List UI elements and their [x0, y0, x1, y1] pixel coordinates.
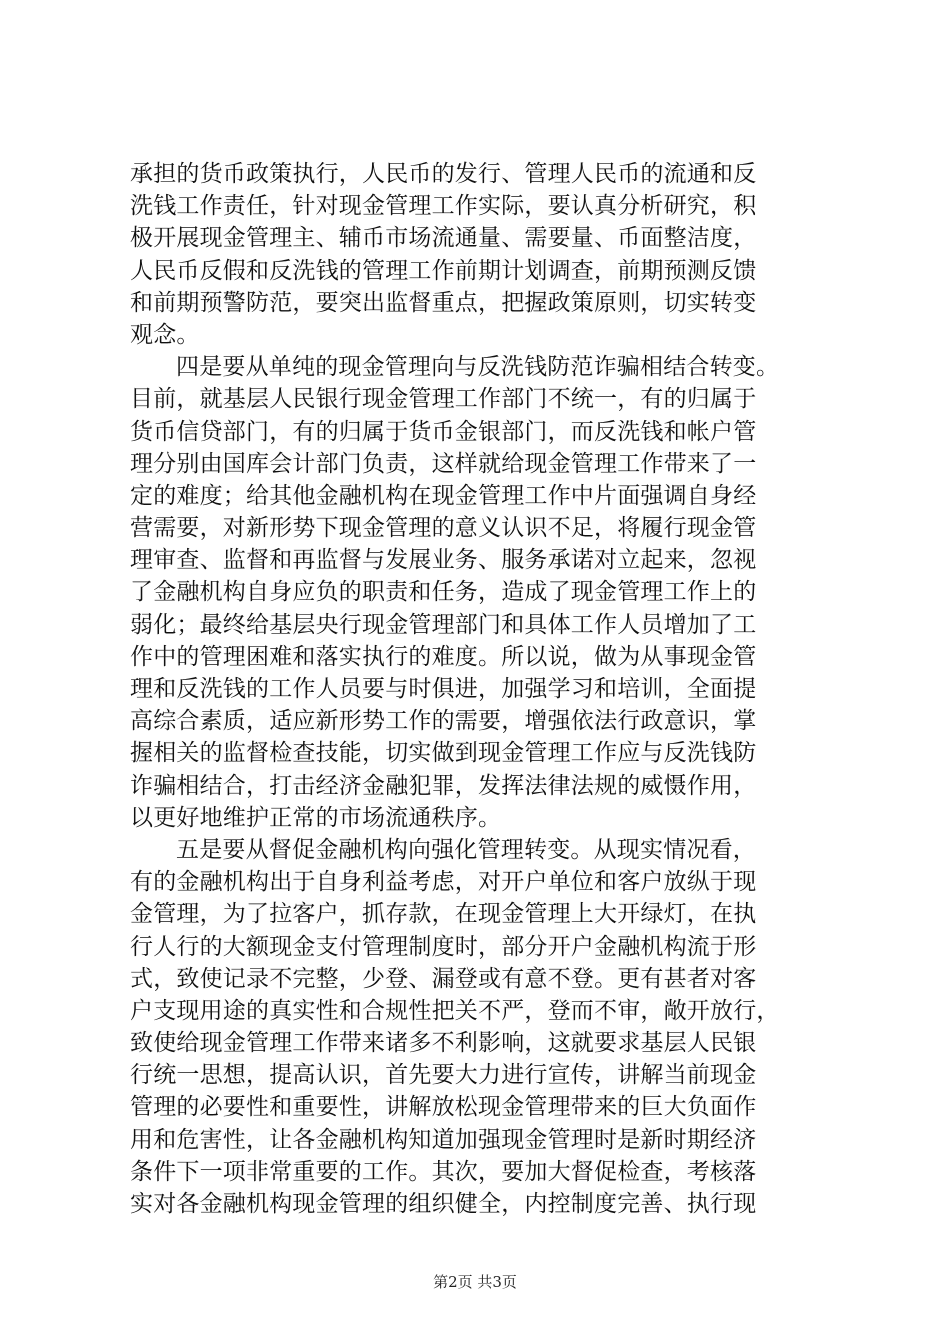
- paragraph-start-line: 四是要从单纯的现金管理向与反洗钱防范诈骗相结合转变。: [176, 354, 780, 381]
- body-line: 极开展现金管理主、辅币市场流通量、需要量、币面整洁度，: [130, 225, 757, 252]
- body-line: 以更好地维护正常的市场流通秩序。: [130, 804, 502, 831]
- body-line: 定的难度；给其他金融机构在现金管理工作中片面强调自身经: [130, 482, 757, 509]
- document-body: [130, 158, 830, 1220]
- body-line: 行统一思想，提高认识，首先要大力进行宣传，讲解当前现金: [130, 1062, 757, 1089]
- body-line: 金管理，为了拉客户，抓存款，在现金管理上大开绿灯，在执: [130, 901, 757, 928]
- body-line: 致使给现金管理工作带来诸多不利影响，这就要求基层人民银: [130, 1030, 757, 1057]
- body-line: 实对各金融机构现金管理的组织健全，内控制度完善、执行现: [130, 1191, 757, 1217]
- body-line: 户支现用途的真实性和合规性把关不严，登而不审，敞开放行，: [130, 997, 780, 1024]
- body-line: 营需要，对新形势下现金管理的意义认识不足，将履行现金管: [130, 515, 757, 542]
- body-line: 行人行的大额现金支付管理制度时，部分开户金融机构流于形: [130, 933, 757, 960]
- paragraph-start-line: 五是要从督促金融机构向强化管理转变。从现实情况看，: [176, 836, 756, 863]
- body-line: 弱化；最终给基层央行现金管理部门和具体工作人员增加了工: [130, 611, 757, 638]
- body-line: 作中的管理困难和落实执行的难度。所以说，做为从事现金管: [130, 643, 757, 670]
- body-line: 理审查、监督和再监督与发展业务、服务承诺对立起来，忽视: [130, 547, 757, 574]
- body-line: 理和反洗钱的工作人员要与时俱进，加强学习和培训，全面提: [130, 676, 757, 702]
- body-line: 人民币反假和反洗钱的管理工作前期计划调查，前期预测反馈: [130, 257, 757, 284]
- body-line: 用和危害性，让各金融机构知道加强现金管理时是新时期经济: [130, 1126, 757, 1153]
- body-line: 握相关的监督检查技能，切实做到现金管理工作应与反洗钱防: [130, 740, 757, 767]
- page-number-footer: 第2页 共3页: [433, 1273, 517, 1291]
- body-line: 洗钱工作责任，针对现金管理工作实际，要认真分析研究，积: [130, 193, 757, 220]
- body-line: 条件下一项非常重要的工作。其次，要加大督促检查，考核落: [130, 1158, 757, 1185]
- body-line: 高综合素质，适应新形势工作的需要，增强依法行政意识，掌: [130, 708, 757, 735]
- body-line: 式，致使记录不完整，少登、漏登或有意不登。更有甚者对客: [130, 965, 757, 992]
- body-line: 了金融机构自身应负的职责和任务，造成了现金管理工作上的: [130, 579, 757, 606]
- body-line: 管理的必要性和重要性，讲解放松现金管理带来的巨大负面作: [130, 1094, 757, 1121]
- body-line: 诈骗相结合，打击经济金融犯罪，发挥法律法规的威慑作用，: [130, 772, 757, 799]
- body-line: 和前期预警防范，要突出监督重点，把握政策原则，切实转变: [130, 289, 757, 316]
- body-line: 货币信贷部门，有的归属于货币金银部门，而反洗钱和帐户管: [130, 418, 757, 445]
- body-line: 观念。: [130, 321, 200, 348]
- body-line: 理分别由国库会计部门负责，这样就给现金管理工作带来了一: [130, 450, 757, 477]
- body-line: 有的金融机构出于自身利益考虑，对开户单位和客户放纵于现: [130, 869, 757, 896]
- body-line: 承担的货币政策执行，人民币的发行、管理人民币的流通和反: [130, 161, 757, 187]
- body-line: 目前，就基层人民银行现金管理工作部门不统一，有的归属于: [130, 386, 757, 413]
